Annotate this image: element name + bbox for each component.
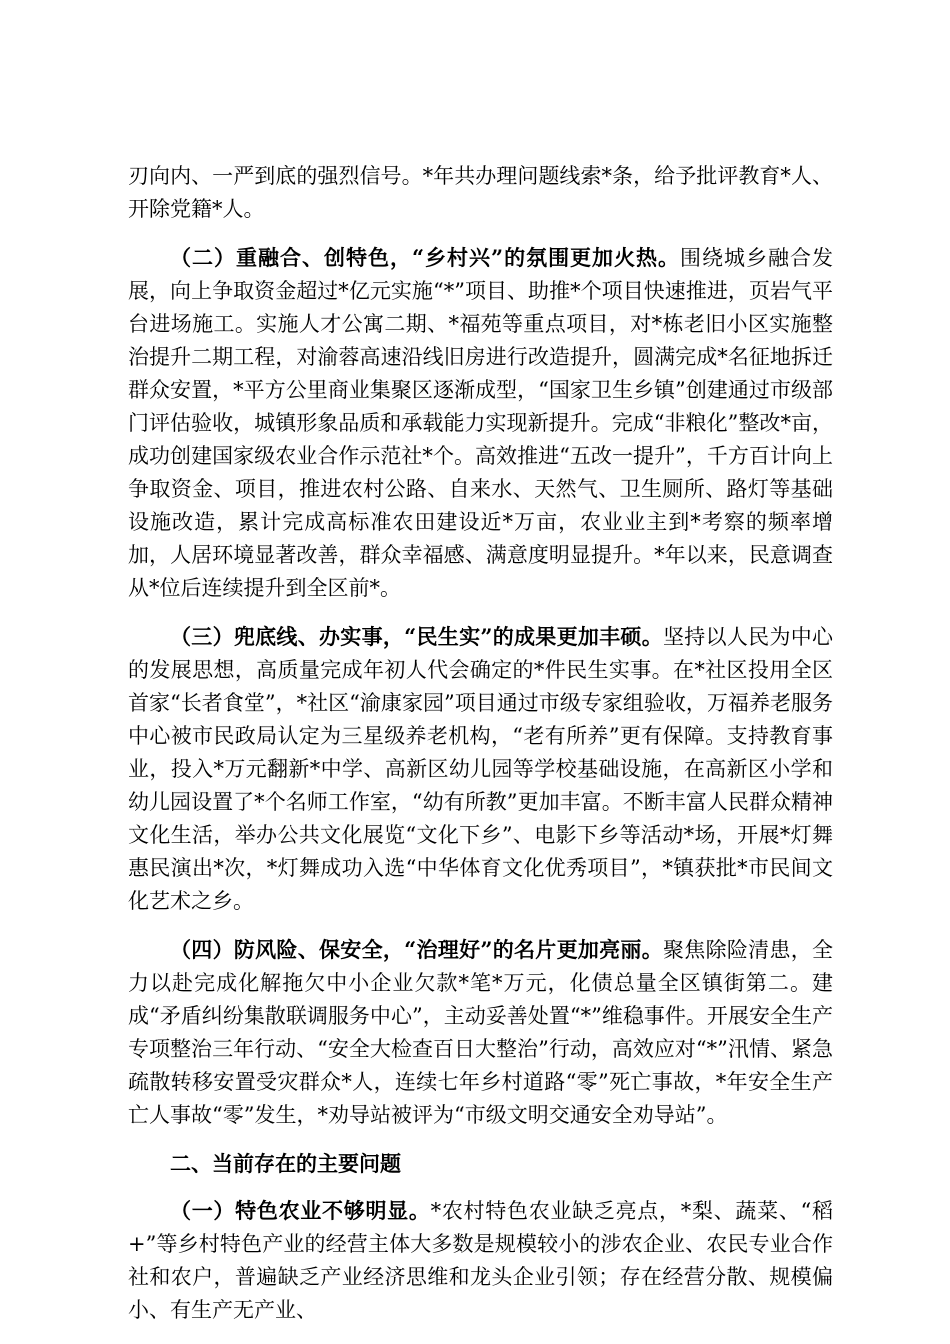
- paragraph-risk-safety: [128, 933, 833, 1132]
- paragraph-body: 围绕城乡融合发展，向上争取资金超过*亿元实施“*”项目、助推*个项目快速推进，页岩气平台进场施工。实施人才公寓二期、*福苑等重点项目，对*栋老旧小区实施整治提升二期工程，对渝蓉高速沿线旧房进行改造提升，圆满完成*名征地拆迁群众安置，*平方公里商业集聚区逐渐成型，“国家卫生乡镇”创建通过市级部门评估验收，城镇形象品质和承载能力实现新提升。完成“非粮化”整改*亩，成功创建国家级农业合作示范社*个。高效推进“五改一提升”，千方百计向上争取资金、项目，推进农村公路、自来水、天然气、卫生厕所、路灯等基础设施改造，累计完成高标准农田建设近*万亩，农业业主到*考察的频率增加，人居环境显著改善，群众幸福感、满意度明显提升。*年以来，民意调查从*位后连续提升到全区前*。: [128, 246, 833, 600]
- paragraph-body: 坚持以人民为中心的发展思想，高质量完成年初人代会确定的*件民生实事。在*社区投用全区首家“长者食堂”，*社区“渝康家园”项目通过市级专家组验收，万福养老服务中心被市民政局认定为三星级养老机构，“老有所养”更有保障。支持教育事业，投入*万元翻新*中学、高新区幼儿园等学校基础设施，在高新区小学和幼儿园设置了*个名师工作室，“幼有所教”更加丰富。不断丰富人民群众精神文化生活，举办公共文化展览“文化下乡”、电影下乡等活动*场，开展*灯舞惠民演出*次，*灯舞成功入选“中华体育文化优秀项目”，*镇获批*市民间文化艺术之乡。: [128, 625, 834, 913]
- paragraph-livelihood: [128, 620, 833, 918]
- paragraph-lead: （三）兜底线、办实事，“民生实”的成果更加丰硕。: [170, 624, 664, 649]
- paragraph-issue-agriculture: [128, 1194, 833, 1327]
- paragraph-body: 聚焦除险清患，全力以赴完成化解拖欠中小企业欠款*笔*万元，化债总量全区镇街第二。建成“矛盾纠纷集散联调服务中心”，主动妥善处置“*”维稳事件。开展安全生产专项整治三年行动、“安全大检查百日大整治”行动，高效应对“*”汛情、紧急疏散转移安置受灾群众*人，连续七年乡村道路“零”死亡事故，*年安全生产亡人事故“零”发生，*劝导站被评为“市级文明交通安全劝导站”。: [128, 938, 834, 1127]
- paragraph-rural-revitalization: [128, 241, 833, 605]
- paragraph-lead: （一）特色农业不够明显。: [170, 1198, 431, 1223]
- document-page: [128, 160, 833, 1342]
- paragraph-lead: （四）防风险、保安全，“治理好”的名片更加亮丽。: [170, 937, 664, 962]
- section-heading: 二、当前存在的主要问题: [170, 1151, 401, 1176]
- paragraph-lead: （二）重融合、创特色，“乡村兴”的氛围更加火热。: [170, 245, 681, 270]
- paragraph-body: *农村特色农业缺乏亮点，*梨、蔬菜、“稻+”等乡村特色产业的经营主体大多数是规模较小的涉农企业、农民专业合作社和农户，普遍缺乏产业经济思维和龙头企业引领；存在经营分散、规模偏小、有生产无产业、: [128, 1199, 834, 1322]
- continuation-paragraph: 刃向内、一严到底的强烈信号。*年共办理问题线索*条，给予批评教育*人、开除党籍*人。: [128, 164, 833, 221]
